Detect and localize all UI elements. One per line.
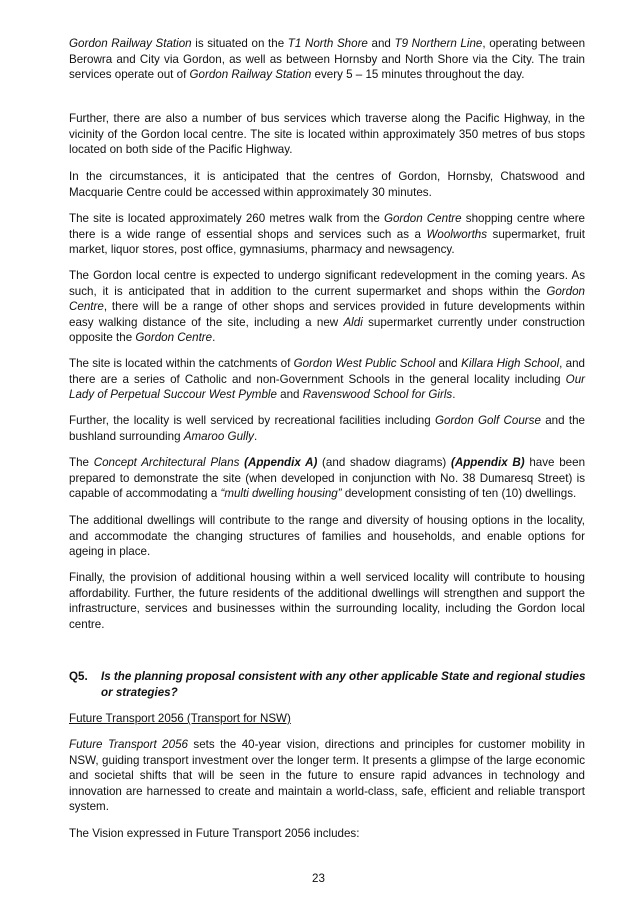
paragraph-housing-affordability: Finally, the provision of additional housing within a well serviced locality will contribute to housing affordability. Further, the future residents of the additional dwellings will strengthen and support the infrastructure, services and businesses within the surrounding locality, including the Gordon local centre. <box>69 571 585 631</box>
paragraph-gordon-centre: The site is located approximately 260 metres walk from the Gordon Centre shopping centre where there is a wide range of essential shops and services such as a Woolworths supermarket, fruit market, liquor stores, post office, gymnasiums, pharmacy and newsagency. <box>69 212 586 257</box>
paragraph-schools: The site is located within the catchments of Gordon West Public School and Killara High School, and there are a series of Catholic and non-Government Schools in the general locality including Our Lady of Perpetual Succour West Pymble and Ravenswood School for Girls. <box>69 357 585 402</box>
paragraph-recreation: Further, the locality is well serviced by recreational facilities including Gordon Golf Course and the bushland surrounding Amaroo Gully. <box>69 414 585 443</box>
paragraph-bus-services: Further, there are also a number of bus services which traverse along the Pacific Highway, in the vicinity of the Gordon local centre. The site is located within approximately 350 metres of bus stops located on both side of the Pacific Highway. <box>69 112 585 157</box>
paragraph-centres-access: In the circumstances, it is anticipated that the centres of Gordon, Hornsby, Chatswood and Macquarie Centre could be accessed within approximately 30 minutes. <box>69 170 585 199</box>
paragraph-additional-dwellings: The additional dwellings will contribute to the range and diversity of housing options in the locality, and accommodate the changing structures of families and households, and enable options for ageing in place. <box>69 514 585 559</box>
question-number: Q5. <box>69 670 88 683</box>
paragraph-future-transport: Future Transport 2056 sets the 40-year vision, directions and principles for customer mobility in NSW, guiding transport investment over the longer term. It presents a glimpse of the large economic and societal shifts that will be seen in the future to ensure rapid advances in technology and innovation are harnessed to create and maintain a world-class, safe, efficient and reliable transport system. <box>69 738 585 814</box>
paragraph-redevelopment: The Gordon local centre is expected to undergo significant redevelopment in the coming years. As such, it is anticipated that in addition to the current supermarket and shops within the Gordon Centre, there will be a range of other shops and services provided in future developments within easy walking distance of the site, including a new Aldi supermarket currently under construction opposite the Gordon Centre. <box>69 269 585 345</box>
paragraph-architectural-plans: The Concept Architectural Plans (Appendix A) (and shadow diagrams) (Appendix B) have been prepared to demonstrate the site (when developed in conjunction with No. 38 Dumaresq Street) is capable of accommodating a “multi dwelling housing” development consisting of ten (10) dwellings. <box>69 456 586 501</box>
section-subheading: Future Transport 2056 (Transport for NSW) <box>69 712 291 725</box>
paragraph-railway-station: Gordon Railway Station is situated on the T1 North Shore and T9 Northern Line, operating between Berowra and City via Gordon, as well as between Hornsby and North Shore via the City. The train services operate out of Gordon Railway Station every 5 – 15 minutes throughout the day. <box>69 37 586 82</box>
question-text: Is the planning proposal consistent with any other applicable State and regional studies or strategies? <box>101 670 586 699</box>
paragraph-vision: The Vision expressed in Future Transport 2056 includes: <box>69 827 360 840</box>
page-number: 23 <box>312 872 325 885</box>
